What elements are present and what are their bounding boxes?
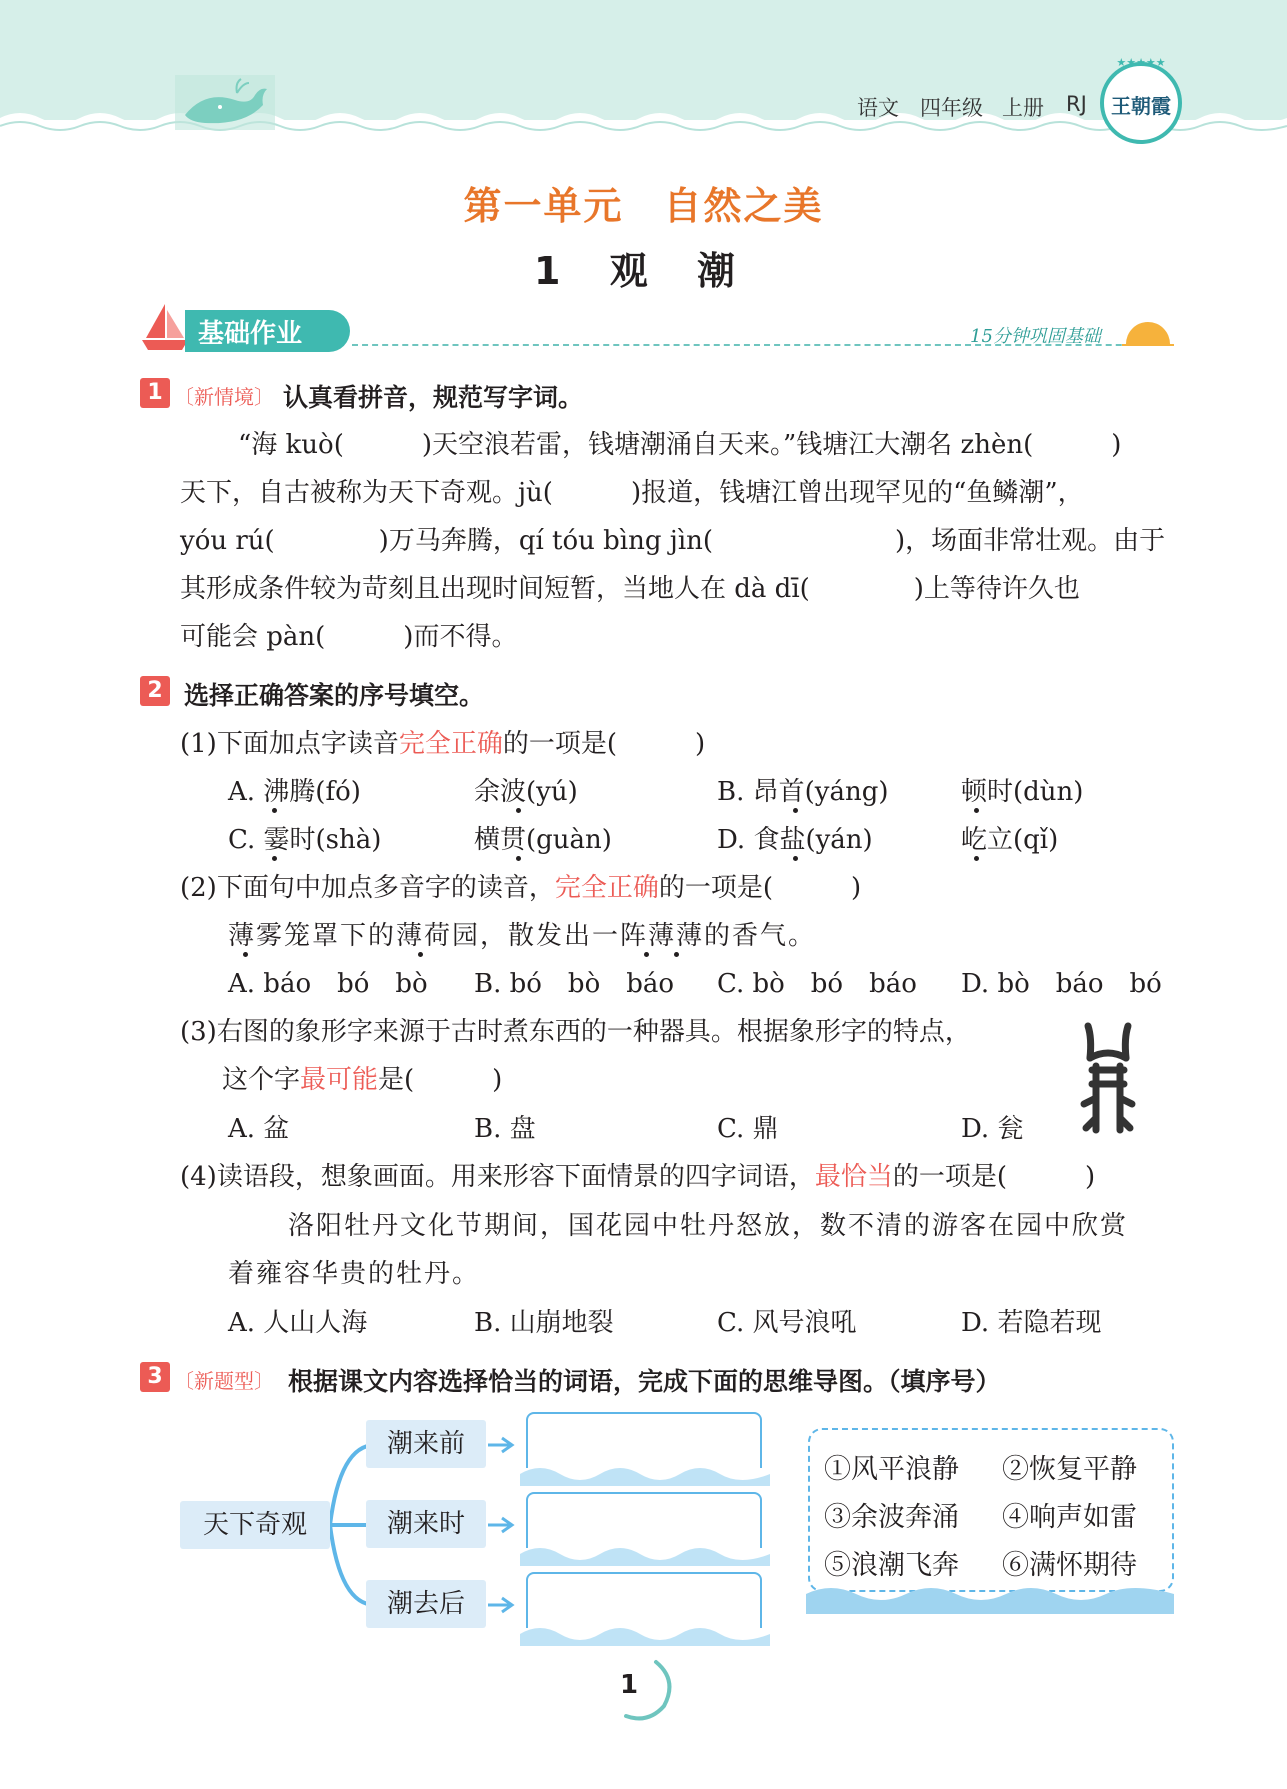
q2-sub4-passage: 洛阳牡丹文化节期间，国花园中牡丹怒放，数不清的游客在园中欣赏 xyxy=(288,1211,1129,1241)
option-a: A. 沸腾(fó) xyxy=(228,777,361,807)
ancient-pictograph-icon xyxy=(1078,1018,1138,1140)
option-b: B. 昂首(yáng) xyxy=(717,777,889,807)
emphasis-dot xyxy=(516,856,521,861)
wave-decoration xyxy=(806,1580,1174,1614)
question-number: 2 xyxy=(140,676,170,706)
answer-box-before[interactable] xyxy=(526,1412,762,1468)
emphasis-dot xyxy=(793,808,798,813)
q1-text-line: 其形成条件较为苛刻且出现时间短暂，当地人在 dà dī( )上等待许久也 xyxy=(180,574,1080,604)
whale-icon xyxy=(175,75,275,130)
emphasis-text: 完全正确 xyxy=(398,729,503,759)
question-title: 选择正确答案的序号填空。 xyxy=(184,681,485,710)
emphasis-dot xyxy=(974,856,979,861)
option-d: D. 食盐(yán) xyxy=(717,825,873,855)
option-a: A. 盆 xyxy=(228,1114,290,1144)
lesson-title: 1 观 潮 xyxy=(534,249,753,293)
mindmap-branch-during: 潮来时 xyxy=(366,1500,486,1548)
q2-sub2-prompt: (2)下面句中加点多音字的读音，完全正确的一项是( ) xyxy=(180,873,862,903)
mindmap-branch-before: 潮来前 xyxy=(366,1420,486,1468)
option-b: B. bó bò báo xyxy=(474,969,675,999)
grade-label: 四年级 xyxy=(920,96,983,120)
q2-sub3-prompt: (3)右图的象形字来源于古时煮东西的一种器具。根据象形字的特点， xyxy=(180,1017,971,1047)
word-option: ③余波奔涌 xyxy=(824,1502,959,1533)
mindmap-branch-after: 潮去后 xyxy=(366,1580,486,1628)
option-c: C. 霎时(shà) xyxy=(228,825,382,855)
wave-decoration xyxy=(520,1622,770,1646)
unit-title: 第一单元 自然之美 xyxy=(463,184,824,228)
question-number: 1 xyxy=(140,378,170,408)
question-tag: 〔新情境〕 xyxy=(174,385,274,409)
question-number: 3 xyxy=(140,1362,170,1392)
option-d: D. 瓮 xyxy=(961,1114,1024,1144)
emphasis-dot xyxy=(974,808,979,813)
option-a: A. báo bó bò xyxy=(228,969,428,999)
word-option: ②恢复平静 xyxy=(1002,1454,1137,1485)
option-c: C. 风号浪吼 xyxy=(717,1308,857,1338)
option-d: D. bò báo bó xyxy=(961,969,1162,999)
page-number-swirl xyxy=(598,1650,684,1730)
q1-text-line: 天下，自古被称为天下奇观。jù( )报道，钱塘江曾出现罕见的“鱼鳞潮”， xyxy=(180,478,1084,508)
emphasis-dot xyxy=(418,952,423,957)
q2-sub1-prompt: (1)下面加点字读音完全正确的一项是( ) xyxy=(180,729,706,759)
emphasis-dot xyxy=(644,952,649,957)
question-title: 认真看拼音，规范写字词。 xyxy=(283,383,584,412)
section-label: 基础作业 xyxy=(198,319,303,349)
volume-label: 上册 xyxy=(1002,96,1044,120)
option-c: C. 鼎 xyxy=(717,1114,779,1144)
option-a: A. 人山人海 xyxy=(228,1308,368,1338)
option-c: C. bò bó báo xyxy=(717,969,917,999)
answer-box-after[interactable] xyxy=(526,1572,762,1628)
emphasis-text: 最恰当 xyxy=(814,1162,893,1192)
emphasis-dot xyxy=(272,808,277,813)
word-option: ⑥满怀期待 xyxy=(1002,1550,1137,1581)
option-b: B. 盘 xyxy=(474,1114,536,1144)
q1-text-line: “海 kuò( )天空浪若雷，钱塘潮涌自天来。”钱塘江大潮名 zhèn( ) xyxy=(238,430,1122,460)
emphasis-dot xyxy=(674,952,679,957)
q2-sub2-sentence: 薄雾笼罩下的薄荷园，散发出一阵薄薄的香气。 xyxy=(228,921,817,951)
q1-text-line: 可能会 pàn( )而不得。 xyxy=(180,622,518,652)
subject-label: 语文 xyxy=(857,96,899,120)
q2-sub4-prompt: (4)读语段，想象画面。用来形容下面情景的四字词语，最恰当的一项是( ) xyxy=(180,1162,1096,1192)
option-b: B. 山崩地裂 xyxy=(474,1308,614,1338)
q1-text-line: yóu rú( )万马奔腾，qí tóu bìng jìn( )，场面非常壮观。由于 xyxy=(180,526,1166,556)
sunrise-icon xyxy=(1122,314,1174,348)
option-c-2: 横贯(guàn) xyxy=(474,825,612,855)
q2-sub3-prompt-2: 这个字最可能是( ) xyxy=(222,1065,503,1095)
wave-decoration xyxy=(520,1462,770,1486)
page-number: 1 xyxy=(620,1670,639,1700)
word-option: ④响声如雷 xyxy=(1002,1502,1137,1533)
q2-sub4-passage: 着雍容华贵的牡丹。 xyxy=(228,1259,481,1289)
edition-label: RJ xyxy=(1066,92,1087,116)
mindmap-root: 天下奇观 xyxy=(180,1501,330,1549)
option-a-2: 余波(yú) xyxy=(474,777,578,807)
emphasis-dot xyxy=(243,952,248,957)
star-icon: ★★★★★ xyxy=(1116,56,1166,69)
section-note: 15分钟巩固基础 xyxy=(970,326,1101,347)
emphasis-dot xyxy=(793,856,798,861)
brand-badge-text: 王朝霞 xyxy=(1111,94,1171,118)
option-d: D. 若隐若现 xyxy=(961,1308,1102,1338)
brand-badge xyxy=(1100,56,1182,144)
wave-decoration xyxy=(520,1542,770,1566)
emphasis-text: 最可能 xyxy=(300,1065,379,1095)
question-title: 根据课文内容选择恰当的词语，完成下面的思维导图。（填序号） xyxy=(288,1367,1001,1396)
word-option: ①风平浪静 xyxy=(824,1454,959,1485)
word-option: ⑤浪潮飞奔 xyxy=(824,1550,959,1581)
option-b-2: 顿时(dùn) xyxy=(961,777,1084,807)
option-d-2: 屹立(qǐ) xyxy=(961,825,1059,855)
answer-box-during[interactable] xyxy=(526,1492,762,1548)
question-tag: 〔新题型〕 xyxy=(174,1369,274,1393)
emphasis-text: 完全正确 xyxy=(554,873,659,903)
sailboat-icon xyxy=(140,300,190,352)
emphasis-dot xyxy=(272,856,277,861)
emphasis-dot xyxy=(516,808,521,813)
